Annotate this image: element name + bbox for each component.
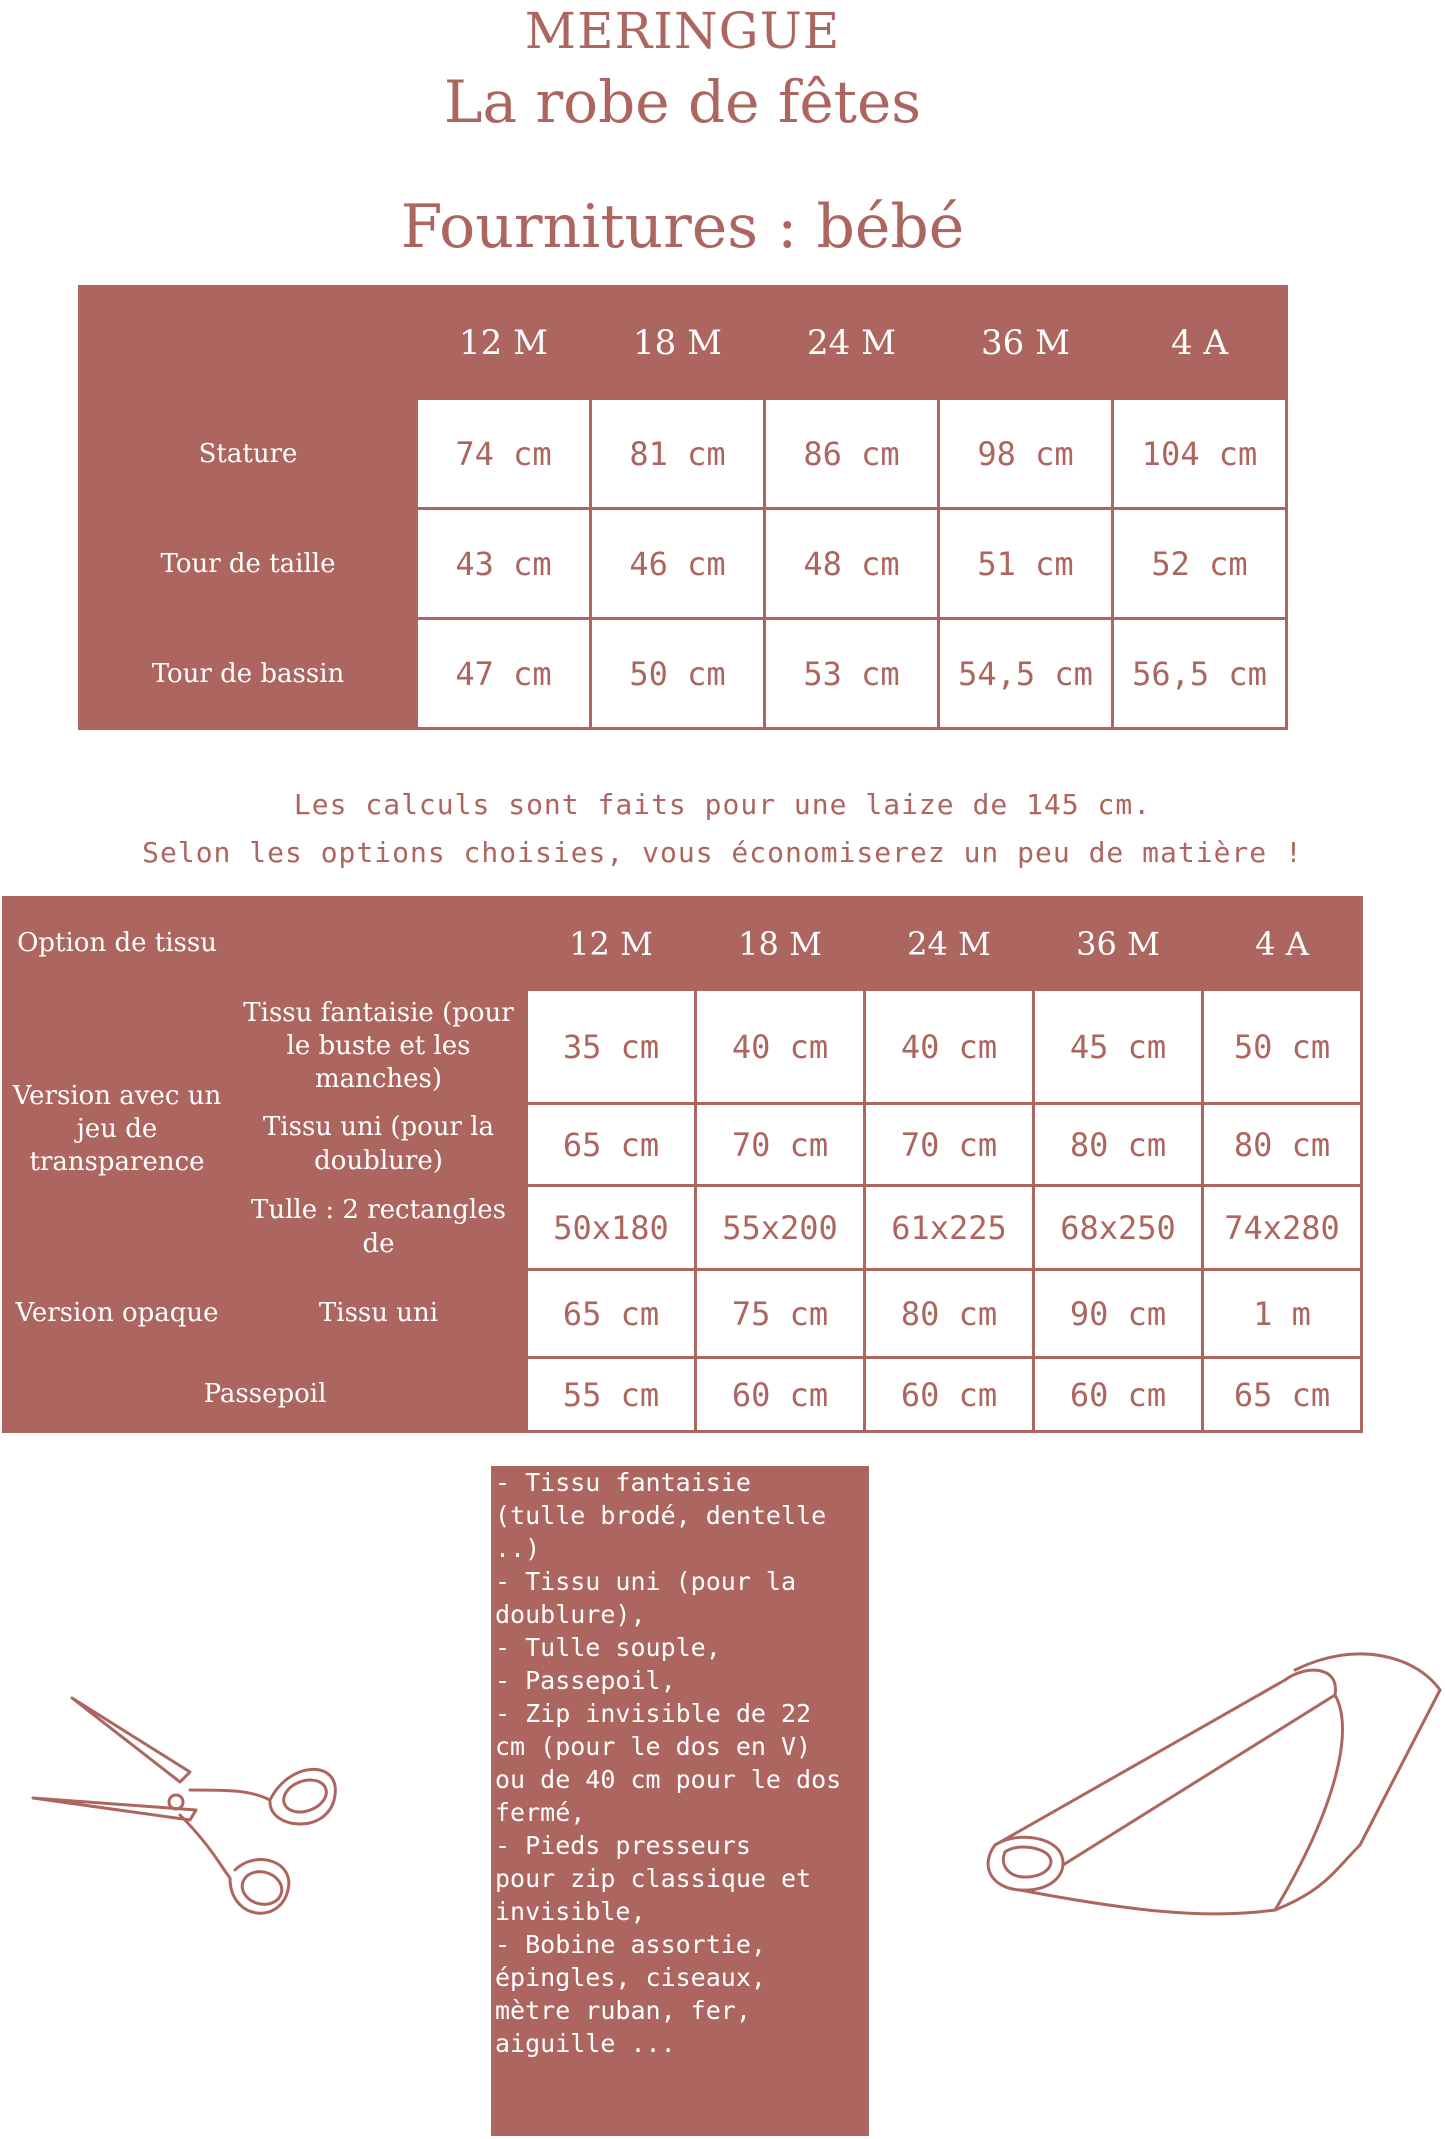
- table-cell: 81 cm: [591, 399, 765, 509]
- table-row: [4, 1358, 1362, 1432]
- list-item: - Tissu uni (pour la: [495, 1567, 797, 1596]
- row-label-tulle: Tulle : 2 rectangles de: [231, 1186, 527, 1270]
- table-cell: 55x200: [696, 1186, 865, 1270]
- row-label-tour-de-bassin: Tour de bassin: [80, 619, 417, 729]
- size-header: 18 M: [591, 287, 765, 399]
- list-item: cm (pour le dos en V): [495, 1732, 812, 1761]
- table-cell: 55 cm: [527, 1358, 696, 1432]
- table-cell: 75 cm: [696, 1270, 865, 1358]
- table-row: [4, 1270, 1362, 1358]
- brand-title: MERINGUE: [524, 2, 841, 60]
- table-cell: 50 cm: [1203, 990, 1362, 1104]
- table-cell: 61x225: [865, 1186, 1034, 1270]
- fabric-roll-icon: [975, 1620, 1445, 1930]
- scissors-icon: [30, 1690, 350, 1920]
- table-cell: 45 cm: [1034, 990, 1203, 1104]
- table-row: [80, 399, 1287, 509]
- size-table-header-row: [80, 287, 1287, 399]
- size-header: 4 A: [1203, 898, 1362, 990]
- version-opaque-label: Version opaque: [4, 1270, 231, 1358]
- row-label-tissu-uni-doublure: Tissu uni (pour la doublure): [231, 1104, 527, 1186]
- table-cell: 86 cm: [765, 399, 939, 509]
- table-cell: 35 cm: [527, 990, 696, 1104]
- table-cell: 90 cm: [1034, 1270, 1203, 1358]
- note-options: Selon les options choisies, vous économiserez un peu de matière !: [142, 836, 1303, 869]
- table-cell: 70 cm: [696, 1104, 865, 1186]
- table-row: [80, 619, 1287, 729]
- list-item: aiguille ...: [495, 2029, 676, 2058]
- supplies-list: [491, 1466, 869, 2136]
- table-row: [80, 509, 1287, 619]
- table-cell: 80 cm: [1034, 1104, 1203, 1186]
- table-cell: 80 cm: [865, 1270, 1034, 1358]
- fabric-table-header-row: [4, 898, 1362, 990]
- table-cell: 52 cm: [1113, 509, 1287, 619]
- table-cell: 40 cm: [865, 990, 1034, 1104]
- version-transparence-label: Version avec un jeu de transparence: [4, 990, 231, 1270]
- list-item: épingles, ciseaux,: [495, 1963, 766, 1992]
- table-cell: 60 cm: [696, 1358, 865, 1432]
- table-cell: 54,5 cm: [939, 619, 1113, 729]
- table-cell: 53 cm: [765, 619, 939, 729]
- list-item: fermé,: [495, 1798, 586, 1827]
- row-label-stature: Stature: [80, 399, 417, 509]
- table-cell: 50 cm: [591, 619, 765, 729]
- list-item: ..): [495, 1534, 541, 1563]
- section-title: Fournitures : bébé: [400, 192, 965, 262]
- table-cell: 46 cm: [591, 509, 765, 619]
- size-header: 24 M: [865, 898, 1034, 990]
- list-item: invisible,: [495, 1897, 646, 1926]
- table-cell: 48 cm: [765, 509, 939, 619]
- table-cell: 104 cm: [1113, 399, 1287, 509]
- table-cell: 74x280: [1203, 1186, 1362, 1270]
- row-label-tour-de-taille: Tour de taille: [80, 509, 417, 619]
- size-header: 36 M: [1034, 898, 1203, 990]
- list-item: mètre ruban, fer,: [495, 1996, 751, 2025]
- table-cell: 65 cm: [527, 1104, 696, 1186]
- list-item: - Zip invisible de 22: [495, 1699, 812, 1728]
- row-label-passepoil: Passepoil: [4, 1358, 527, 1432]
- table-cell: 80 cm: [1203, 1104, 1362, 1186]
- table-cell: 47 cm: [417, 619, 591, 729]
- note-laize: Les calculs sont faits pour une laize de 145 cm.: [293, 788, 1152, 821]
- table-cell: 68x250: [1034, 1186, 1203, 1270]
- list-item: doublure),: [495, 1600, 646, 1629]
- fabric-table-corner: [231, 898, 527, 990]
- row-label-tissu-uni: Tissu uni: [231, 1270, 527, 1358]
- row-label-tissu-fantaisie: Tissu fantaisie (pour le buste et les manches): [231, 990, 527, 1104]
- list-item: - Pieds presseurs: [495, 1831, 751, 1860]
- table-cell: 50x180: [527, 1186, 696, 1270]
- list-item: ou de 40 cm pour le dos: [495, 1765, 842, 1794]
- option-header: Option de tissu: [4, 898, 231, 990]
- list-item: - Tulle souple,: [495, 1633, 721, 1662]
- table-cell: 60 cm: [865, 1358, 1034, 1432]
- table-cell: 60 cm: [1034, 1358, 1203, 1432]
- table-cell: 51 cm: [939, 509, 1113, 619]
- list-item: (tulle brodé, dentelle: [495, 1501, 827, 1530]
- table-cell: 56,5 cm: [1113, 619, 1287, 729]
- table-cell: 98 cm: [939, 399, 1113, 509]
- fabric-table: [2, 896, 1363, 1433]
- size-header: 12 M: [417, 287, 591, 399]
- table-cell: 70 cm: [865, 1104, 1034, 1186]
- list-item: pour zip classique et: [495, 1864, 812, 1893]
- size-header: 12 M: [527, 898, 696, 990]
- size-header: 18 M: [696, 898, 865, 990]
- list-item: - Bobine assortie,: [495, 1930, 766, 1959]
- table-cell: 43 cm: [417, 509, 591, 619]
- table-cell: 1 m: [1203, 1270, 1362, 1358]
- list-item: - Passepoil,: [495, 1666, 676, 1695]
- size-header: 24 M: [765, 287, 939, 399]
- table-cell: 65 cm: [1203, 1358, 1362, 1432]
- table-row: [4, 990, 1362, 1104]
- table-cell: 40 cm: [696, 990, 865, 1104]
- list-item: - Tissu fantaisie: [495, 1468, 751, 1497]
- table-cell: 65 cm: [527, 1270, 696, 1358]
- size-table: [78, 285, 1288, 730]
- table-cell: 74 cm: [417, 399, 591, 509]
- size-header: 36 M: [939, 287, 1113, 399]
- size-table-corner: [80, 287, 417, 399]
- size-header: 4 A: [1113, 287, 1287, 399]
- page-subtitle: La robe de fêtes: [443, 68, 922, 136]
